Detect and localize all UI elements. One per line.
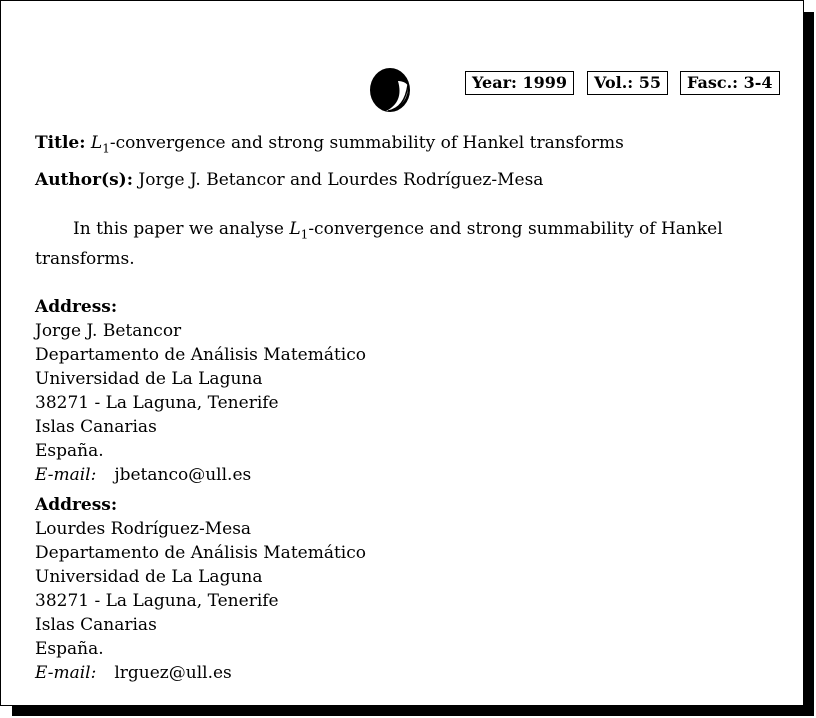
title-text (90, 133, 624, 156)
address-line: Departamento de Análisis Matemático (35, 345, 366, 365)
volume-box (587, 71, 668, 95)
year-label: Year: 1999 (472, 73, 568, 92)
abstract-subscript: 1 (300, 227, 309, 242)
abstract-math: L (289, 219, 301, 239)
title-rest: -convergence and strong summability of Hankel transforms (109, 133, 624, 153)
email-link[interactable]: jbetanco@ull.es (114, 465, 252, 485)
authors-label: Author(s): (35, 170, 133, 190)
email-label: E-mail: (35, 663, 97, 683)
address-label: Address: (35, 297, 118, 317)
address-line: Universidad de La Laguna (35, 369, 263, 389)
address-label: Address: (35, 495, 118, 515)
abstract-before: In this paper we analyse (73, 219, 290, 239)
fascicle-box (680, 71, 780, 95)
email-row (35, 463, 366, 487)
page-shadow-bottom (12, 706, 814, 716)
address-line: Universidad de La Laguna (35, 567, 263, 587)
title-subscript: 1 (102, 141, 110, 156)
authors-row (35, 170, 543, 190)
email-label: E-mail: (35, 465, 97, 485)
address-line: Jorge J. Betancor (35, 321, 182, 341)
year-box (465, 71, 574, 95)
address-line: 38271 - La Laguna, Tenerife (35, 393, 279, 413)
address-line: Islas Canarias (35, 615, 157, 635)
email-link[interactable]: lrguez@ull.es (114, 663, 232, 683)
address-line: Lourdes Rodríguez-Mesa (35, 519, 252, 539)
title-math: L (90, 133, 103, 153)
address-block-2 (35, 493, 366, 685)
title-label: Title: (35, 133, 86, 153)
address-block-1 (35, 295, 366, 487)
address-line: 38271 - La Laguna, Tenerife (35, 591, 279, 611)
address-line: Departamento de Análisis Matemático (35, 543, 366, 563)
volume-label: Vol.: 55 (594, 73, 662, 92)
address-line: España. (35, 639, 104, 659)
address-line: Islas Canarias (35, 417, 157, 437)
email-row (35, 661, 366, 685)
fascicle-label: Fasc.: 3-4 (687, 73, 773, 92)
title-row (35, 133, 624, 155)
page-shadow-right (804, 12, 814, 716)
authors-text: Jorge J. Betancor and Lourdes Rodríguez-Mesa (138, 170, 544, 190)
moon-logo-icon (368, 67, 412, 113)
abstract-after: -convergence and strong summability of Hankel transforms. (35, 219, 723, 270)
abstract (35, 217, 775, 272)
address-line: España. (35, 441, 104, 461)
